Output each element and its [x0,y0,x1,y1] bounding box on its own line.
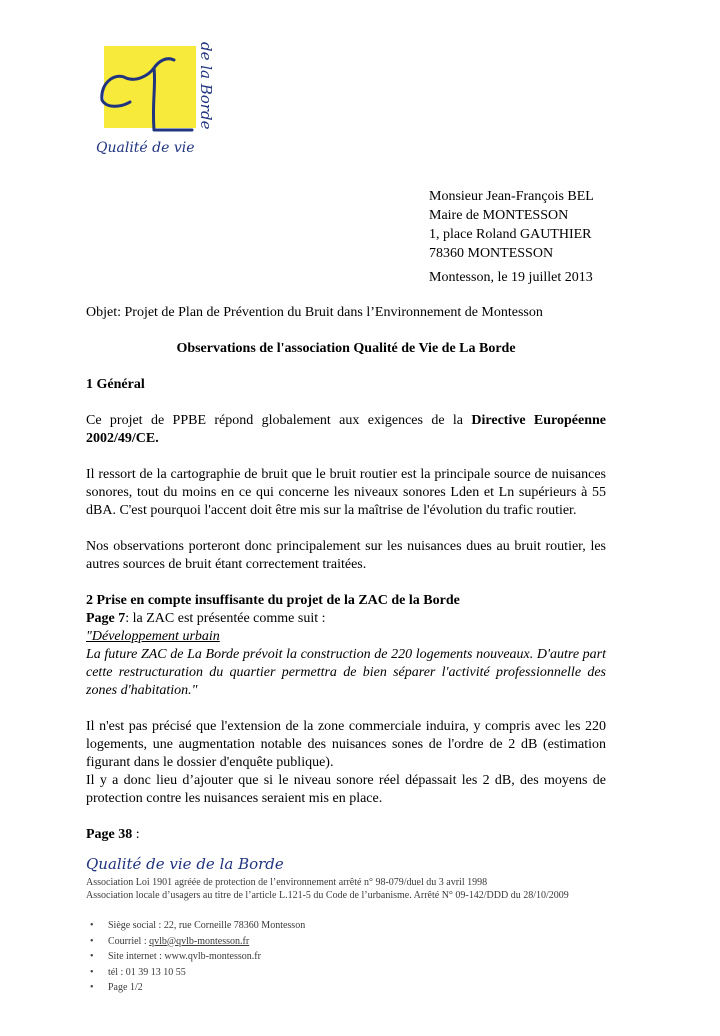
quote-body: La future ZAC de La Borde prévoit la construction de 220 logements nouveaux. D'autre part cette restructuration du quartier permettra de bien séparer l'activité professionnelle des zones d'habitation." [86,647,606,698]
contact-email [90,934,305,950]
quote-title: "Développement urbain [86,629,220,644]
section2-title: 2 Prise en compte insuffisante du projet de la ZAC de la Borde [86,593,460,608]
email-link[interactable]: qvlb@qvlb-montesson.fr [149,935,250,947]
section1-title: 1 Général [86,377,145,392]
letter-footer [86,855,646,902]
section1-paragraph [86,412,606,448]
contact-phone: • tél : 01 39 13 10 55 [90,965,305,981]
contact-siege: • Siège social : 22, rue Corneille 78360 Montesson [90,918,305,934]
contact-website: • Site internet : www.qvlb-montesson.fr [90,949,305,965]
section1-paragraph: Nos observations porteront donc principalement sur les nuisances dues au bruit routier, les autres sources de bruit étant correctement traitées. [86,539,606,572]
footer-legal [86,876,646,902]
footer-legal-line: Association locale d’usagers au titre de l’article L.121-5 du Code de l’urbanisme. Arrêté N° 09-142/DDD du 28/10/2009 [86,890,569,901]
directive-reference: Directive Européenne 2002/49/CE. [86,413,606,446]
recipient-address [429,187,594,263]
text: Ce projet de PPBE répond globalement aux exigences de la [86,413,472,428]
recipient-line: 1, place Roland GAUTHIER [429,227,592,242]
section2-paragraph: Il n'est pas précisé que l'extension de la zone commerciale induira, y compris avec les 220 logements, une augmentation notable des nuisances sones de l'ordre de 2 dB (estimation figurant dans le dossier d'enquête publique). [86,719,606,770]
association-logo [96,42,215,160]
text: : [132,827,140,842]
recipient-line: Monsieur Jean-François BEL [429,189,594,204]
section1-paragraph: Il ressort de la cartographie de bruit que le bruit routier est la principale source de nuisances sonores, tout du moins en ce qui concerne les niveaux sonores Lden et Ln supérieurs à 55 dBA. C'est pourquoi l'accent doit être mis sur la maîtrise de l'évolution du trafic routier. [86,467,606,518]
page-text: : la ZAC est présentée comme suit : [125,611,326,626]
letter-subtitle: Observations de l'association Qualité de Vie de La Borde [176,341,516,356]
letter-object: Objet: Projet de Plan de Prévention du Bruit dans l’Environnement de Montesson [86,305,543,320]
page38-reference [86,826,606,844]
page-label: Page [86,611,115,626]
footer-title: Qualité de vie de la Borde [86,855,284,873]
page-reference [86,610,606,628]
recipient-line: Maire de MONTESSON [429,208,569,223]
logo-main-text: Qualité de vie [96,140,195,156]
recipient-line: 78360 MONTESSON [429,246,554,261]
letter-body [86,304,606,844]
page-indicator: • Page 1/2 [90,980,305,996]
contact-list [90,918,305,996]
logo-side-text: de la Borde [197,42,215,130]
footer-legal-line: Association Loi 1901 agréée de protection de l’environnement arrêté n° 98-079/duel du 3 avril 1998 [86,877,488,888]
email-label: Courriel : [108,935,150,947]
section2-paragraph: Il y a donc lieu d’ajouter que si le niveau sonore réel dépassait les 2 dB, des moyens de protection contre les nuisances seraient mis en place. [86,773,606,806]
page-label: Page 38 [86,827,133,842]
letter-date: Montesson, le 19 juillet 2013 [429,270,593,285]
page-number: 7 [114,611,126,626]
